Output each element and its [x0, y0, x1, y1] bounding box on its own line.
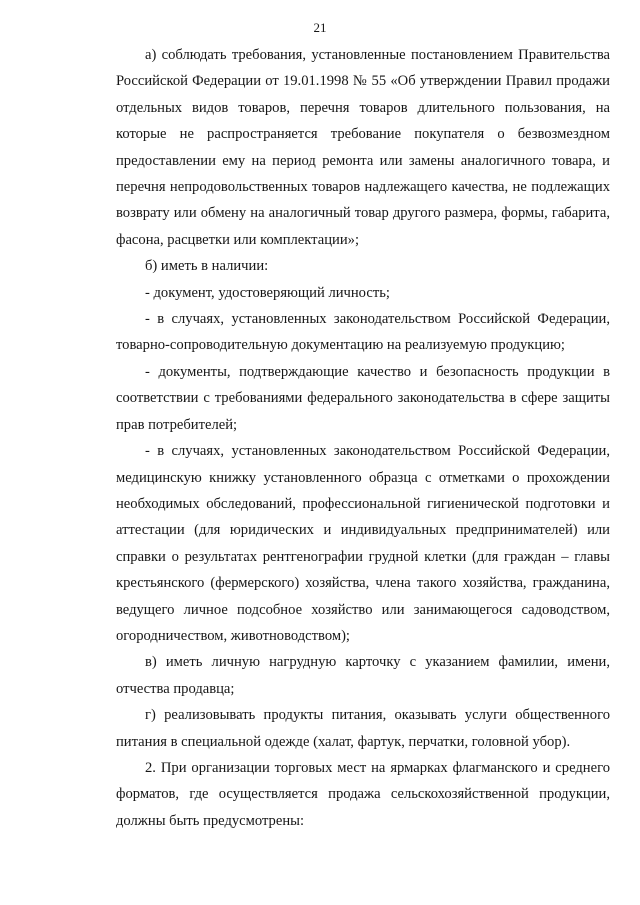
document-body [116, 42, 610, 834]
list-item-identity-document: - документ, удостоверяющий личность; [145, 284, 390, 301]
paragraph-v-badge: в) иметь личную нагрудную карточку с указанием фамилии, имени, отчества продавца; [116, 654, 610, 697]
paragraph-b-have-available: б) иметь в наличии: [145, 258, 269, 275]
list-item-quality-documents: - документы, подтверждающие качество и безопасность продукции в соответствии с требованиями федерального законодательства в сфере защиты прав потребителей; [116, 363, 610, 433]
paragraph-g-special-clothing: г) реализовывать продукты питания, оказывать услуги общественного питания в специальной одежде (халат, фартук, перчатки, головной убор). [116, 707, 610, 750]
paragraph-2-trade-places: 2. При организации торговых мест на ярмарках флагманского и среднего форматов, где осуществляется продажа сельскохозяйственной продукции, должны быть предусмотрены: [116, 759, 610, 829]
list-item-medical-book: - в случаях, установленных законодательством Российской Федерации, медицинскую книжку установленного образца с отметками о прохождении необходимых обследований, профессиональной гигиенической подготовки и аттестации (для юридических и индивидуальных предпринимателей) или справки о результатах рентгенографии грудной клетки (для граждан – главы крестьянского (фермерского) хозяйства, члена такого хозяйства, гражданина, ведущего личное подсобное хозяйство или занимающегося садоводством, огородничеством, животноводством); [116, 443, 610, 644]
paragraph-a-requirements: а) соблюдать требования, установленные постановлением Правительства Российской Федерации от 19.01.1998 № 55 «Об утверждении Правил продажи отдельных видов товаров, перечня товаров длительного пользования, на которые не распространяется требование покупателя о безвозмездном предоставлении ему на период ремонта или замены аналогичного товара, и перечня непродовольственных товаров надлежащего качества, не подлежащих возврату или обмену на аналогичный товар другого размера, формы, габарита, фасона, расцветки или комплектации»; [116, 47, 610, 248]
page-number: 21 [313, 20, 327, 35]
list-item-shipping-documents: - в случаях, установленных законодательством Российской Федерации, товарно-сопроводительную документацию на реализуемую продукцию; [116, 311, 610, 354]
